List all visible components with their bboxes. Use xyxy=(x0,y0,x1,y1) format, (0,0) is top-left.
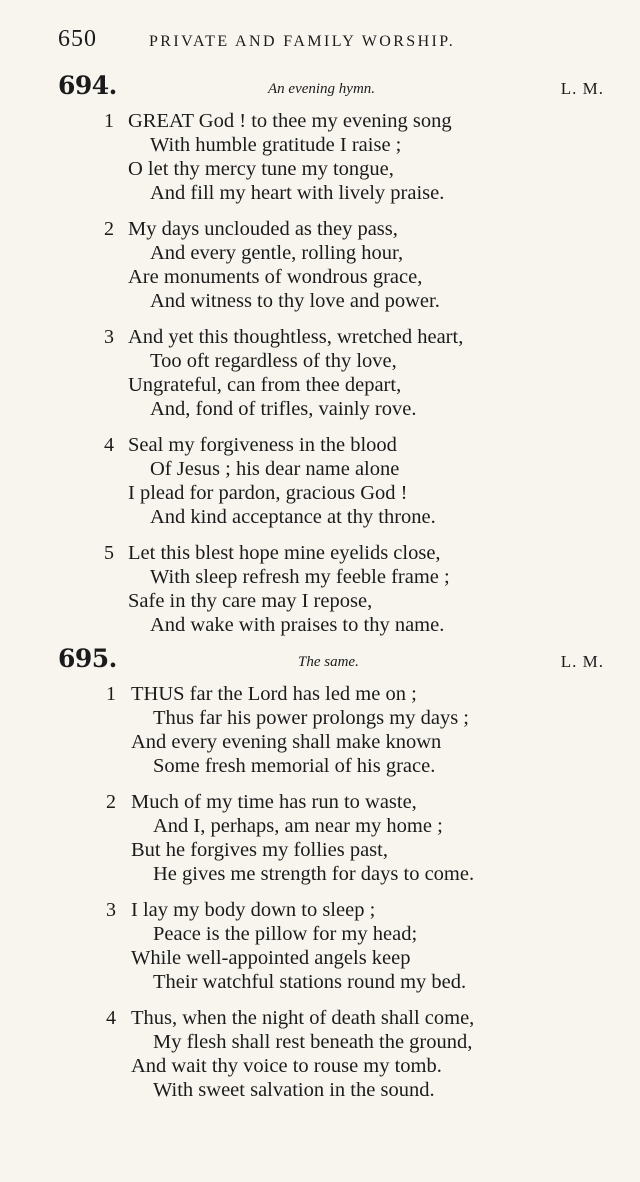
stanza-number: 2 xyxy=(104,218,114,240)
verse-line: My flesh shall rest beneath the ground, xyxy=(153,1031,473,1053)
verse-line: Some fresh memorial of his grace. xyxy=(153,755,436,777)
verse-line: And every gentle, rolling hour, xyxy=(150,242,404,264)
verse-line: And witness to thy love and power. xyxy=(150,290,440,312)
verse-line: And yet this thoughtless, wretched heart, xyxy=(128,326,464,348)
verse-line: THUS far the Lord has led me on ; xyxy=(131,683,417,705)
hymn-meter: L. M. xyxy=(560,79,604,98)
verse-line: And wake with praises to thy name. xyxy=(150,614,445,636)
running-title: PRIVATE AND FAMILY WORSHIP. xyxy=(149,33,456,50)
stanza-number: 1 xyxy=(106,683,116,705)
verse-line: And, fond of trifles, vainly rove. xyxy=(150,398,417,420)
verse-line: Too oft regardless of thy love, xyxy=(150,350,397,372)
verse-line: And wait thy voice to rouse my tomb. xyxy=(131,1055,442,1077)
verse-line: And kind acceptance at thy throne. xyxy=(150,506,436,528)
verse-line: Let this blest hope mine eyelids close, xyxy=(128,542,441,564)
verse-line: Ungrateful, can from thee depart, xyxy=(128,374,402,396)
verse-line: And I, perhaps, am near my home ; xyxy=(153,815,443,837)
stanza-number: 3 xyxy=(104,326,114,348)
verse-line: My days unclouded as they pass, xyxy=(128,218,398,240)
hymn-heading xyxy=(58,646,604,678)
verse-line: Thus, when the night of death shall come, xyxy=(131,1007,475,1029)
hymn-694 xyxy=(58,73,604,649)
verse-line: Thus far his power prolongs my days ; xyxy=(153,707,469,729)
verse-line: Their watchful stations round my bed. xyxy=(153,971,467,993)
stanza-number: 4 xyxy=(104,434,114,456)
hymn-caption: An evening hymn. xyxy=(268,81,376,97)
verse-line: Safe in thy care may I repose, xyxy=(128,590,373,612)
stanza-4 xyxy=(58,433,604,529)
verse-line: But he forgives my follies past, xyxy=(131,839,388,861)
stanza-2 xyxy=(58,790,604,886)
hymn-695 xyxy=(58,646,604,1114)
stanza-number: 1 xyxy=(104,110,114,132)
stanza-number: 3 xyxy=(106,899,116,921)
page-number: 650 xyxy=(58,26,97,52)
verse-line: And every evening shall make known xyxy=(131,731,442,753)
verse-line: With humble gratitude I raise ; xyxy=(150,134,402,156)
verse-line: Are monuments of wondrous grace, xyxy=(128,266,423,288)
hymn-number: 694. xyxy=(58,71,117,100)
stanza-list xyxy=(58,109,604,637)
stanza-3 xyxy=(58,898,604,994)
stanza-4 xyxy=(58,1006,604,1102)
verse-line: While well-appointed angels keep xyxy=(131,947,411,969)
stanza-2 xyxy=(58,217,604,313)
stanza-list xyxy=(58,682,604,1102)
hymn-heading xyxy=(58,73,604,105)
hymn-meter: L. M. xyxy=(560,652,604,671)
verse-line: Seal my forgiveness in the blood xyxy=(128,434,397,456)
verse-line: GREAT God ! to thee my evening song xyxy=(128,110,452,132)
stanza-5 xyxy=(58,541,604,637)
verse-line: He gives me strength for days to come. xyxy=(153,863,475,885)
verse-line: With sweet salvation in the sound. xyxy=(153,1079,435,1101)
hymn-caption: The same. xyxy=(298,654,359,670)
verse-line: Peace is the pillow for my head; xyxy=(153,923,418,945)
stanza-1 xyxy=(58,109,604,205)
stanza-3 xyxy=(58,325,604,421)
stanza-1 xyxy=(58,682,604,778)
verse-line: And fill my heart with lively praise. xyxy=(150,182,445,204)
verse-line: O let thy mercy tune my tongue, xyxy=(128,158,394,180)
verse-line: Much of my time has run to waste, xyxy=(131,791,417,813)
running-head xyxy=(58,26,588,56)
stanza-number: 4 xyxy=(106,1007,116,1029)
hymn-number: 695. xyxy=(58,644,117,673)
verse-line: I lay my body down to sleep ; xyxy=(131,899,376,921)
stanza-number: 2 xyxy=(106,791,116,813)
verse-line: With sleep refresh my feeble frame ; xyxy=(150,566,450,588)
verse-line: Of Jesus ; his dear name alone xyxy=(150,458,400,480)
stanza-number: 5 xyxy=(104,542,114,564)
verse-line: I plead for pardon, gracious God ! xyxy=(128,482,408,504)
